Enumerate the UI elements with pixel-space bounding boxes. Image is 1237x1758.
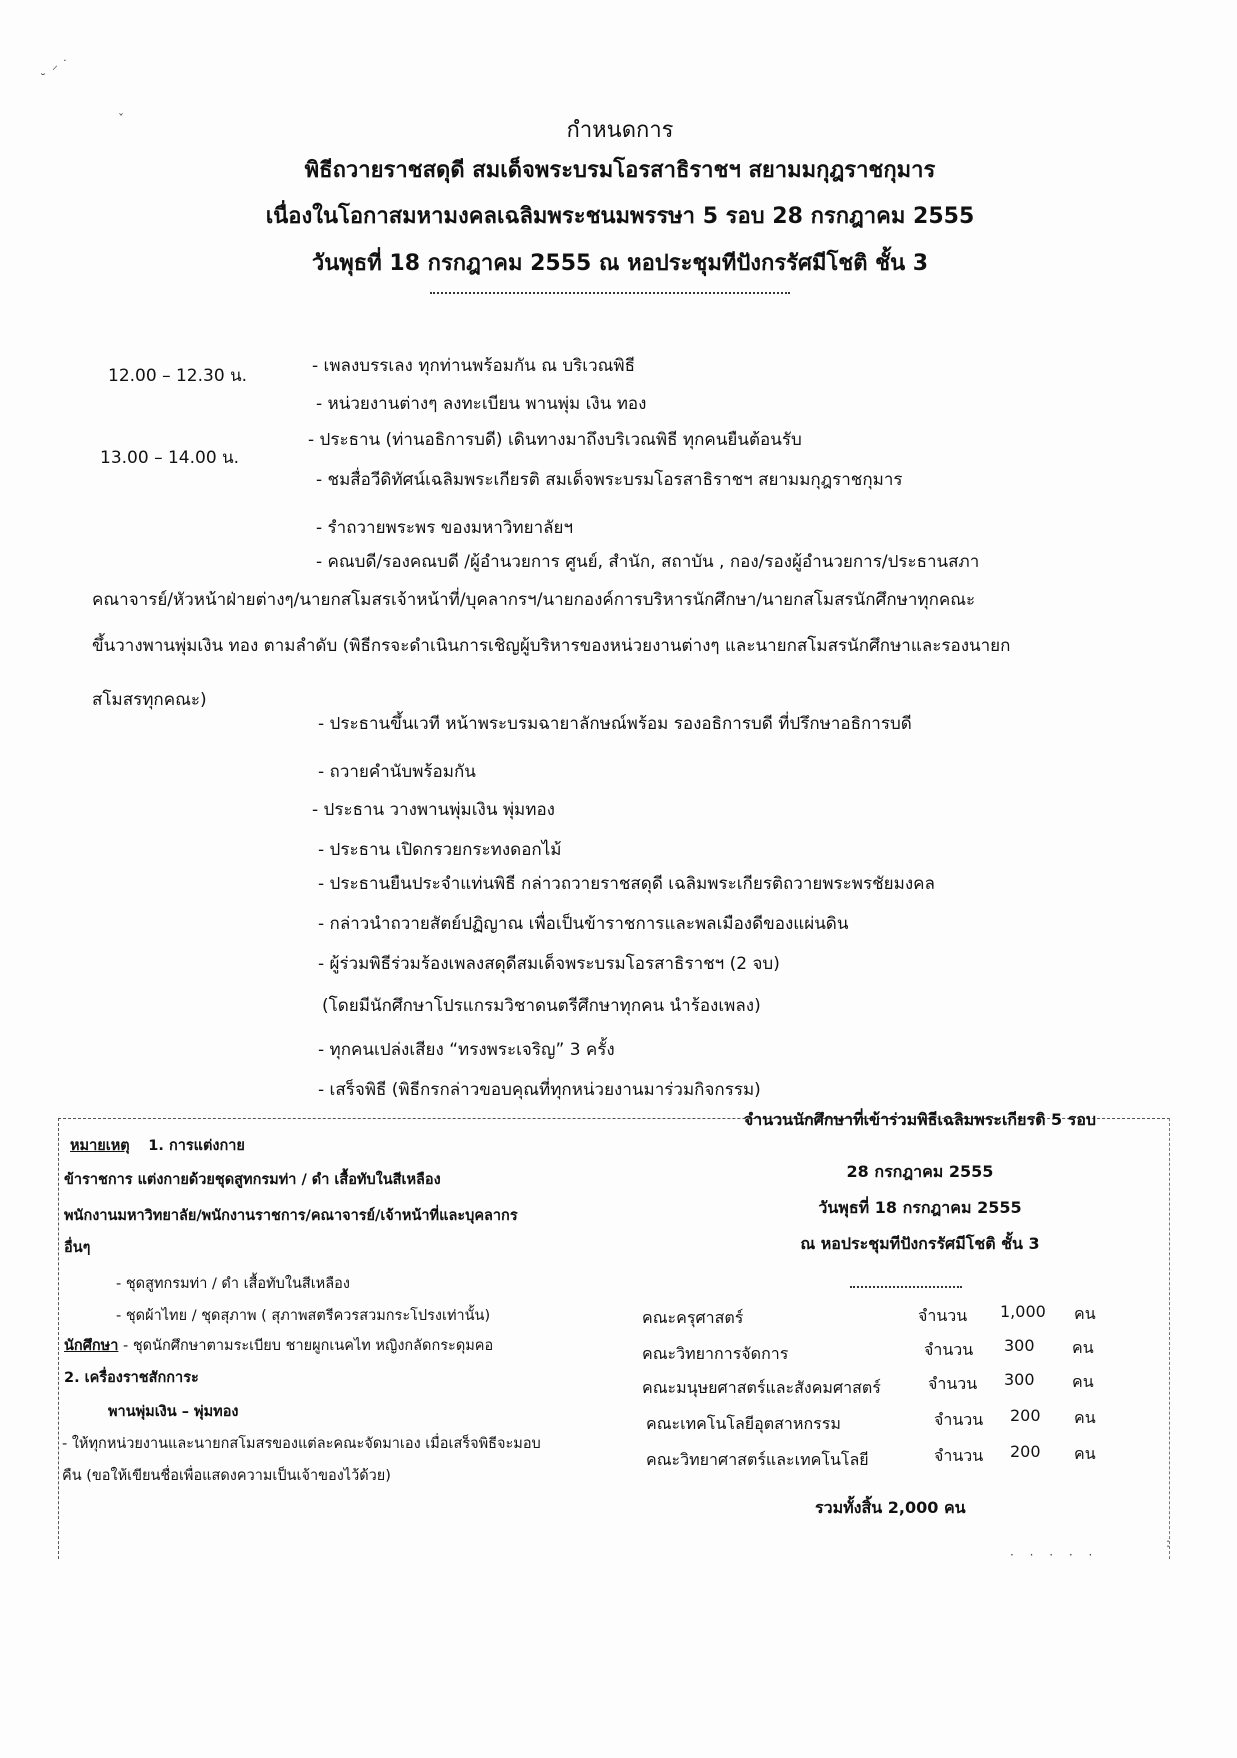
dress-staff-others: อื่นๆ	[64, 1240, 91, 1256]
schedule-item: - ประธานยืนประจำแท่นพิธี กล่าวถวายราชสดุดี เฉลิมพระเกียรติถวายพระพรชัยมงคล	[318, 874, 935, 894]
count-label: จำนวน	[934, 1446, 984, 1465]
count-label: จำนวน	[934, 1410, 984, 1429]
schedule-item: - ถวายคำนับพร้อมกัน	[318, 762, 476, 782]
schedule-item: - ประธาน เปิดกรวยกระทงดอกไม้	[318, 840, 562, 860]
dress-staff: พนักงานมหาวิทยาลัย/พนักงานราชการ/คณาจารย์/เจ้าหน้าที่และบุคลากร	[64, 1208, 518, 1224]
subtitle-line-3: วันพุธที่ 18 กรกฎาคม 2555 ณ หอประชุมทีปังกรรัศมีโชติ ชั้น 3	[311, 251, 929, 276]
schedule-item: - กล่าวนำถวายสัตย์ปฏิญาณ เพื่อเป็นข้าราชการและพลเมืองดีของแผ่นดิน	[318, 914, 849, 934]
subtitle-line-1: พิธีถวายราชสดุดี สมเด็จพระบรมโอรสาธิราชฯ สยามมกุฎราชกุมาร	[304, 158, 936, 183]
dress-heading: 1. การแต่งกาย	[148, 1138, 245, 1154]
paragraph-line: ขึ้นวางพานพุ่มเงิน ทอง ตามลำดับ (พิธีกรจะดำเนินการเชิญผู้บริหารของหน่วยงานต่างๆ และนายกสโมสรนักศึกษาและรองนายก	[92, 636, 1011, 656]
unit-label: คน	[1074, 1444, 1096, 1463]
faculty-count: 300	[1004, 1336, 1035, 1355]
remark-label: หมายเหตุ	[70, 1138, 130, 1154]
remark-line	[70, 1134, 245, 1157]
student-dress-text: - ชุดนักศึกษาตามระเบียบ ชายผูกเนคไท หญิงกลัดกระดุมคอ	[118, 1338, 494, 1354]
faculty-name: คณะเทคโนโลยีอุตสาหกรรม	[646, 1414, 841, 1433]
dress-option-1: - ชุดสูทกรมท่า / ดำ เสื้อทับในสีเหลือง	[116, 1276, 350, 1292]
scan-speck: :	[1166, 1536, 1171, 1550]
attendance-title-2: 28 กรกฎาคม 2555	[846, 1162, 994, 1181]
attendance-title-1: จำนวนนักศึกษาที่เข้าร่วมพิธีเฉลิมพระเกียรติ 5 รอบ	[743, 1110, 1097, 1129]
schedule-item: - ประธาน (ท่านอธิการบดี) เดินทางมาถึงบริเวณพิธี ทุกคนยืนต้อนรับ	[308, 430, 802, 450]
faculty-name: คณะครุศาสตร์	[642, 1308, 744, 1327]
faculty-count: 200	[1010, 1406, 1041, 1425]
offering-note-2: คืน (ขอให้เขียนชื่อเพื่อแสดงความเป็นเจ้าของไว้ด้วย)	[62, 1468, 391, 1484]
dress-gov: ข้าราชการ แต่งกายด้วยชุดสูทกรมท่า / ดำ เสื้อทับในสีเหลือง	[64, 1172, 441, 1188]
offering-note-1: - ให้ทุกหน่วยงานและนายกสโมสรของแต่ละคณะจัดมาเอง เมื่อเสร็จพิธีจะมอบ	[62, 1436, 541, 1452]
schedule-item: - ชมสื่อวีดิทัศน์เฉลิมพระเกียรติ สมเด็จพระบรมโอรสาธิราชฯ สยามมกุฎราชกุมาร	[316, 470, 903, 490]
attendance-total: รวมทั้งสิ้น 2,000 คน	[815, 1498, 966, 1517]
count-label: จำนวน	[928, 1374, 978, 1393]
faculty-name: คณะมนุษยศาสตร์และสังคมศาสตร์	[642, 1378, 881, 1397]
schedule-item: (โดยมีนักศึกษาโปรแกรมวิชาดนตรีศึกษาทุกคน นำร้องเพลง)	[322, 996, 761, 1016]
offering-item: พานพุ่มเงิน – พุ่มทอง	[108, 1404, 239, 1420]
schedule-item: - ผู้ร่วมพิธีร่วมร้องเพลงสดุดีสมเด็จพระบรมโอรสาธิราชฯ (2 จบ)	[318, 954, 780, 974]
faculty-count: 200	[1010, 1442, 1041, 1461]
subtitle-line-2: เนื่องในโอกาสมหามงคลเฉลิมพระชนมพรรษา 5 รอบ 28 กรกฎาคม 2555	[265, 204, 975, 229]
attendance-title-4: ณ หอประชุมทีปังกรรัศมีโชติ ชั้น 3	[800, 1234, 1040, 1253]
time-slot-1: 12.00 – 12.30 น.	[108, 366, 248, 386]
faculty-name: คณะวิทยาการจัดการ	[642, 1344, 789, 1363]
paragraph-line: คณาจารย์/หัวหน้าฝ่ายต่างๆ/นายกสโมสรเจ้าหน้าที่/บุคลากรฯ/นายกองค์การบริหารนักศึกษา/นายกสโมสรนักศึกษาทุกคณะ	[92, 590, 976, 610]
faculty-count: 300	[1004, 1370, 1035, 1389]
paragraph-line: สโมสรทุกคณะ)	[92, 690, 207, 710]
faculty-name: คณะวิทยาศาสตร์และเทคโนโลยี	[646, 1450, 869, 1469]
attendance-title-3: วันพุธที่ 18 กรกฎาคม 2555	[818, 1198, 1022, 1217]
unit-label: คน	[1072, 1338, 1094, 1357]
count-label: จำนวน	[918, 1306, 968, 1325]
unit-label: คน	[1074, 1304, 1096, 1323]
unit-label: คน	[1074, 1408, 1096, 1427]
scan-speck: ˇ	[118, 112, 124, 126]
schedule-item: - ประธานขึ้นเวที หน้าพระบรมฉายาลักษณ์พร้อม รองอธิการบดี ที่ปรึกษาอธิการบดี	[318, 714, 912, 734]
offering-heading: 2. เครื่องราชสักการะ	[64, 1370, 199, 1386]
time-slot-2: 13.00 – 14.00 น.	[100, 448, 240, 468]
unit-label: คน	[1072, 1372, 1094, 1391]
schedule-item: - เสร็จพิธี (พิธีกรกล่าวขอบคุณที่ทุกหน่วยงานมาร่วมกิจกรรม)	[318, 1080, 761, 1100]
schedule-item: - เพลงบรรเลง ทุกท่านพร้อมกัน ณ บริเวณพิธี	[312, 356, 636, 376]
dotted-divider	[850, 1286, 962, 1288]
dress-student	[64, 1334, 493, 1357]
schedule-item: - รำถวายพระพร ของมหาวิทยาลัยฯ	[316, 518, 574, 538]
count-label: จำนวน	[924, 1340, 974, 1359]
faculty-count: 1,000	[1000, 1302, 1046, 1321]
scan-speck: · · · · ·	[1010, 1548, 1099, 1562]
scan-speck: ˘	[40, 72, 46, 86]
dress-option-2: - ชุดผ้าไทย / ชุดสุภาพ ( สุภาพสตรีควรสวมกระโปรงเท่านั้น)	[116, 1308, 491, 1324]
dotted-divider	[430, 292, 790, 294]
schedule-item: - ประธาน วางพานพุ่มเงิน พุ่มทอง	[312, 800, 555, 820]
schedule-item: - ทุกคนเปล่งเสียง “ทรงพระเจริญ” 3 ครั้ง	[318, 1040, 615, 1060]
page-title: กำหนดการ	[566, 118, 674, 143]
schedule-item: - หน่วยงานต่างๆ ลงทะเบียน พานพุ่ม เงิน ทอง	[316, 394, 647, 414]
scan-speck: ⸝ ˙	[52, 58, 68, 72]
schedule-item: - คณบดี/รองคณบดี /ผู้อำนวยการ ศูนย์, สำนัก, สถาบัน , กอง/รองผู้อำนวยการ/ประธานสภา	[316, 552, 980, 572]
student-label: นักศึกษา	[64, 1338, 119, 1354]
